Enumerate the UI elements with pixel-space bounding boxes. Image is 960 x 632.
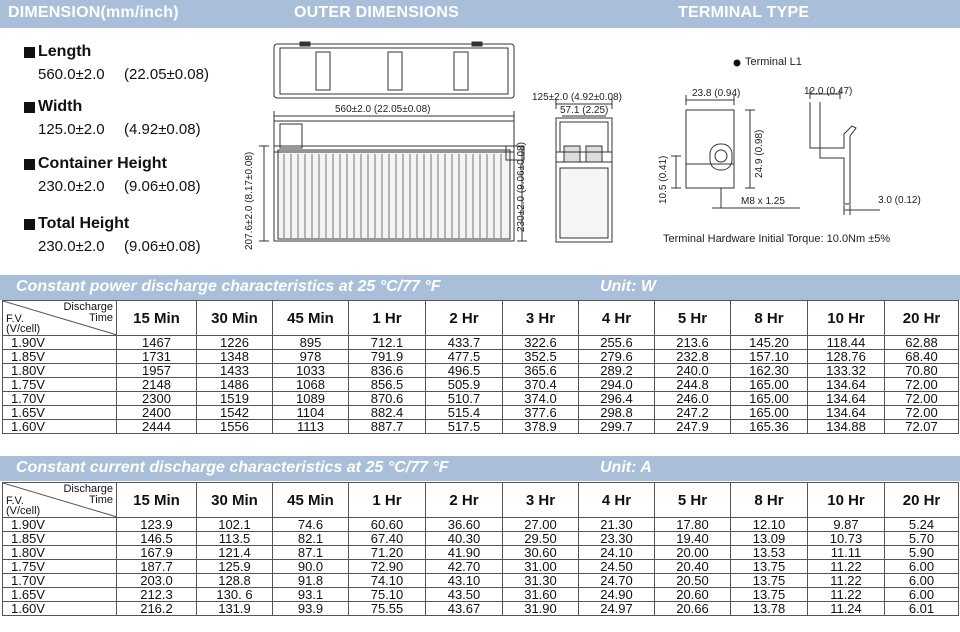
value-cell: 24.97 — [579, 602, 655, 616]
value-cell: 20.60 — [655, 588, 731, 602]
spec-label: Container Height — [38, 155, 167, 172]
value-cell: 157.10 — [731, 350, 808, 364]
value-cell: 43.50 — [426, 588, 503, 602]
value-cell: 1433 — [197, 364, 273, 378]
value-cell: 11.22 — [808, 574, 885, 588]
value-cell: 1033 — [273, 364, 349, 378]
final-voltage-cell: 1.80V — [3, 364, 117, 378]
value-cell: 68.40 — [885, 350, 959, 364]
value-cell: 1113 — [273, 420, 349, 434]
value-cell: 515.4 — [426, 406, 503, 420]
value-cell: 82.1 — [273, 532, 349, 546]
terminal-width-dimension: 23.8 (0.94) — [692, 88, 741, 99]
value-cell: 93.9 — [273, 602, 349, 616]
table-row — [3, 574, 959, 588]
value-cell: 13.75 — [731, 574, 808, 588]
table-row — [3, 364, 959, 378]
table-row — [3, 588, 959, 602]
table-row — [3, 420, 959, 434]
value-cell: 87.1 — [273, 546, 349, 560]
final-voltage-cell: 1.85V — [3, 350, 117, 364]
value-cell: 712.1 — [349, 336, 426, 350]
corner-time-label: Time — [88, 312, 113, 324]
table-row — [3, 602, 959, 616]
value-cell: 496.5 — [426, 364, 503, 378]
value-cell: 20.50 — [655, 574, 731, 588]
value-cell: 113.5 — [197, 532, 273, 546]
value-cell: 41.90 — [426, 546, 503, 560]
column-header: 4 Hr — [579, 301, 655, 336]
value-cell: 378.9 — [503, 420, 579, 434]
value-cell: 377.6 — [503, 406, 579, 420]
terminal-hole-dimension: 10.5 (0.41) — [658, 155, 669, 204]
value-cell: 882.4 — [349, 406, 426, 420]
value-cell: 247.2 — [655, 406, 731, 420]
length-dimension: 560±2.0 (22.05±0.08) — [335, 104, 431, 115]
corner-discharge-label: Discharge — [63, 483, 113, 495]
value-cell: 870.6 — [349, 392, 426, 406]
spec-width — [24, 97, 201, 140]
value-cell: 123.9 — [117, 518, 197, 532]
value-cell: 13.75 — [731, 588, 808, 602]
final-voltage-cell: 1.70V — [3, 392, 117, 406]
value-cell: 43.10 — [426, 574, 503, 588]
terminal-label: Terminal L1 — [745, 56, 802, 68]
spec-metric: 560.0±2.0 — [38, 66, 105, 83]
value-cell: 11.22 — [808, 560, 885, 574]
battery-drawing — [240, 28, 960, 268]
value-cell: 21.30 — [579, 518, 655, 532]
table-header-row — [3, 301, 959, 336]
value-cell: 145.20 — [731, 336, 808, 350]
spec-imperial: (9.06±0.08) — [124, 178, 201, 195]
column-header: 5 Hr — [655, 301, 731, 336]
outer-dimensions-title: OUTER DIMENSIONS — [294, 4, 459, 21]
value-cell: 134.64 — [808, 406, 885, 420]
value-cell: 13.09 — [731, 532, 808, 546]
value-cell: 856.5 — [349, 378, 426, 392]
column-header: 8 Hr — [731, 301, 808, 336]
table-row — [3, 518, 959, 532]
dimension-title: DIMENSION(mm/inch) — [8, 4, 179, 21]
final-voltage-cell: 1.65V — [3, 406, 117, 420]
corner-fv-label: F.V. — [6, 495, 24, 507]
spec-imperial: (4.92±0.08) — [124, 121, 201, 138]
column-header: 3 Hr — [503, 301, 579, 336]
corner-unit-label: (V/cell) — [6, 505, 41, 517]
final-voltage-cell: 1.80V — [3, 546, 117, 560]
value-cell: 146.5 — [117, 532, 197, 546]
value-cell: 13.53 — [731, 546, 808, 560]
value-cell: 91.8 — [273, 574, 349, 588]
value-cell: 322.6 — [503, 336, 579, 350]
terminal-bullet-icon — [734, 60, 741, 67]
bullet-square-icon — [24, 102, 35, 113]
value-cell: 836.6 — [349, 364, 426, 378]
value-cell: 102.1 — [197, 518, 273, 532]
value-cell: 213.6 — [655, 336, 731, 350]
value-cell: 20.40 — [655, 560, 731, 574]
value-cell: 1519 — [197, 392, 273, 406]
table-corner-header — [3, 483, 117, 518]
value-cell: 75.55 — [349, 602, 426, 616]
value-cell: 6.01 — [885, 602, 959, 616]
column-header: 30 Min — [197, 301, 273, 336]
column-header: 30 Min — [197, 483, 273, 518]
value-cell: 162.30 — [731, 364, 808, 378]
value-cell: 1068 — [273, 378, 349, 392]
column-header: 15 Min — [117, 483, 197, 518]
terminal-thickness-dimension: 3.0 (0.12) — [878, 195, 921, 206]
value-cell: 1486 — [197, 378, 273, 392]
table-row — [3, 560, 959, 574]
value-cell: 279.6 — [579, 350, 655, 364]
value-cell: 134.88 — [808, 420, 885, 434]
value-cell: 74.10 — [349, 574, 426, 588]
value-cell: 212.3 — [117, 588, 197, 602]
value-cell: 165.00 — [731, 406, 808, 420]
current-table-title: Constant current discharge characteristics at 25 °C/77 °F — [16, 459, 449, 476]
spec-total-height — [24, 214, 201, 257]
value-cell: 27.00 — [503, 518, 579, 532]
value-cell: 247.9 — [655, 420, 731, 434]
terminal-side-outline — [810, 102, 856, 204]
spec-label: Total Height — [38, 215, 130, 232]
value-cell: 2444 — [117, 420, 197, 434]
value-cell: 90.0 — [273, 560, 349, 574]
terminal-front-outline — [686, 110, 734, 188]
value-cell: 5.90 — [885, 546, 959, 560]
column-header: 4 Hr — [579, 483, 655, 518]
final-voltage-cell: 1.90V — [3, 518, 117, 532]
value-cell: 5.70 — [885, 532, 959, 546]
value-cell: 121.4 — [197, 546, 273, 560]
value-cell: 36.60 — [426, 518, 503, 532]
value-cell: 24.50 — [579, 560, 655, 574]
value-cell: 133.32 — [808, 364, 885, 378]
column-header: 2 Hr — [426, 301, 503, 336]
value-cell: 167.9 — [117, 546, 197, 560]
value-cell: 1556 — [197, 420, 273, 434]
power-table-title: Constant power discharge characteristics at 25 °C/77 °F — [16, 278, 441, 295]
value-cell: 255.6 — [579, 336, 655, 350]
value-cell: 12.10 — [731, 518, 808, 532]
value-cell: 128.8 — [197, 574, 273, 588]
corner-time-label: Time — [88, 494, 113, 506]
final-voltage-cell: 1.90V — [3, 336, 117, 350]
value-cell: 72.00 — [885, 406, 959, 420]
value-cell: 72.90 — [349, 560, 426, 574]
spec-length — [24, 42, 209, 85]
power-table-title-bar — [0, 275, 960, 300]
value-cell: 365.6 — [503, 364, 579, 378]
value-cell: 62.88 — [885, 336, 959, 350]
spec-container-height — [24, 154, 201, 197]
value-cell: 1104 — [273, 406, 349, 420]
value-cell: 11.11 — [808, 546, 885, 560]
value-cell: 67.40 — [349, 532, 426, 546]
table-row — [3, 378, 959, 392]
value-cell: 299.7 — [579, 420, 655, 434]
dimension-specs — [0, 28, 250, 268]
current-discharge-table — [2, 482, 959, 616]
column-header: 5 Hr — [655, 483, 731, 518]
corner-unit-label: (V/cell) — [6, 323, 41, 335]
corner-discharge-label: Discharge — [63, 301, 113, 313]
value-cell: 165.36 — [731, 420, 808, 434]
spec-imperial: (22.05±0.08) — [124, 66, 209, 83]
table-row — [3, 406, 959, 420]
power-table-unit: Unit: W — [600, 278, 656, 295]
value-cell: 240.0 — [655, 364, 731, 378]
value-cell: 72.00 — [885, 392, 959, 406]
value-cell: 128.76 — [808, 350, 885, 364]
value-cell: 517.5 — [426, 420, 503, 434]
value-cell: 1348 — [197, 350, 273, 364]
value-cell: 24.10 — [579, 546, 655, 560]
value-cell: 134.64 — [808, 392, 885, 406]
value-cell: 29.50 — [503, 532, 579, 546]
value-cell: 20.66 — [655, 602, 731, 616]
value-cell: 2300 — [117, 392, 197, 406]
value-cell: 30.60 — [503, 546, 579, 560]
value-cell: 71.20 — [349, 546, 426, 560]
value-cell: 31.00 — [503, 560, 579, 574]
value-cell: 24.70 — [579, 574, 655, 588]
column-header: 10 Hr — [808, 483, 885, 518]
value-cell: 131.9 — [197, 602, 273, 616]
value-cell: 505.9 — [426, 378, 503, 392]
height-dimension-right: 230±2.0 (9.06±0.08) — [516, 142, 527, 232]
table-corner-header — [3, 301, 117, 336]
value-cell: 1542 — [197, 406, 273, 420]
value-cell: 13.75 — [731, 560, 808, 574]
value-cell: 294.0 — [579, 378, 655, 392]
value-cell: 510.7 — [426, 392, 503, 406]
value-cell: 31.60 — [503, 588, 579, 602]
value-cell: 165.00 — [731, 392, 808, 406]
spec-metric: 125.0±2.0 — [38, 121, 105, 138]
value-cell: 370.4 — [503, 378, 579, 392]
current-table-unit: Unit: A — [600, 459, 652, 476]
value-cell: 93.1 — [273, 588, 349, 602]
value-cell: 13.78 — [731, 602, 808, 616]
value-cell: 246.0 — [655, 392, 731, 406]
value-cell: 10.73 — [808, 532, 885, 546]
power-discharge-table — [2, 300, 959, 434]
value-cell: 72.00 — [885, 378, 959, 392]
value-cell: 31.90 — [503, 602, 579, 616]
value-cell: 2400 — [117, 406, 197, 420]
value-cell: 72.07 — [885, 420, 959, 434]
column-header: 45 Min — [273, 301, 349, 336]
final-voltage-cell: 1.60V — [3, 602, 117, 616]
value-cell: 289.2 — [579, 364, 655, 378]
table-row — [3, 350, 959, 364]
final-voltage-cell: 1.75V — [3, 560, 117, 574]
table-header-row — [3, 483, 959, 518]
column-header: 2 Hr — [426, 483, 503, 518]
outer-dimension-drawings — [240, 28, 960, 268]
value-cell: 887.7 — [349, 420, 426, 434]
bullet-square-icon — [24, 219, 35, 230]
value-cell: 374.0 — [503, 392, 579, 406]
value-cell: 216.2 — [117, 602, 197, 616]
inner-width-dimension: 57.1 (2.25) — [560, 105, 609, 116]
column-header: 8 Hr — [731, 483, 808, 518]
final-voltage-cell: 1.75V — [3, 378, 117, 392]
spec-label: Width — [38, 98, 83, 115]
value-cell: 433.7 — [426, 336, 503, 350]
top-view-outline — [274, 42, 514, 98]
final-voltage-cell: 1.85V — [3, 532, 117, 546]
value-cell: 1957 — [117, 364, 197, 378]
value-cell: 6.00 — [885, 560, 959, 574]
value-cell: 40.30 — [426, 532, 503, 546]
value-cell: 791.9 — [349, 350, 426, 364]
value-cell: 6.00 — [885, 588, 959, 602]
value-cell: 23.30 — [579, 532, 655, 546]
column-header: 10 Hr — [808, 301, 885, 336]
value-cell: 11.24 — [808, 602, 885, 616]
column-header: 1 Hr — [349, 483, 426, 518]
column-header: 15 Min — [117, 301, 197, 336]
column-header: 45 Min — [273, 483, 349, 518]
value-cell: 19.40 — [655, 532, 731, 546]
value-cell: 130. 6 — [197, 588, 273, 602]
value-cell: 244.8 — [655, 378, 731, 392]
terminal-torque-note: Terminal Hardware Initial Torque: 10.0Nm ±5% — [663, 233, 891, 245]
column-header: 20 Hr — [885, 483, 959, 518]
header-bar — [0, 0, 960, 28]
spec-metric: 230.0±2.0 — [38, 238, 105, 255]
final-voltage-cell: 1.65V — [3, 588, 117, 602]
value-cell: 187.7 — [117, 560, 197, 574]
value-cell: 352.5 — [503, 350, 579, 364]
terminal-height-dimension: 24.9 (0.98) — [754, 129, 765, 178]
value-cell: 31.30 — [503, 574, 579, 588]
value-cell: 11.22 — [808, 588, 885, 602]
table-row — [3, 532, 959, 546]
value-cell: 125.9 — [197, 560, 273, 574]
table-row — [3, 546, 959, 560]
column-header: 3 Hr — [503, 483, 579, 518]
value-cell: 134.64 — [808, 378, 885, 392]
height-dimension-left: 207.6±2.0 (8.17±0.08) — [244, 151, 255, 250]
value-cell: 232.8 — [655, 350, 731, 364]
value-cell: 60.60 — [349, 518, 426, 532]
value-cell: 75.10 — [349, 588, 426, 602]
value-cell: 6.00 — [885, 574, 959, 588]
column-header: 1 Hr — [349, 301, 426, 336]
value-cell: 978 — [273, 350, 349, 364]
value-cell: 298.8 — [579, 406, 655, 420]
bullet-square-icon — [24, 159, 35, 170]
width-dimension: 125±2.0 (4.92±0.08) — [532, 92, 622, 103]
value-cell: 165.00 — [731, 378, 808, 392]
current-table-title-bar — [0, 456, 960, 481]
value-cell: 24.90 — [579, 588, 655, 602]
value-cell: 118.44 — [808, 336, 885, 350]
table-row — [3, 336, 959, 350]
value-cell: 70.80 — [885, 364, 959, 378]
value-cell: 43.67 — [426, 602, 503, 616]
spec-label: Length — [38, 43, 92, 60]
value-cell: 203.0 — [117, 574, 197, 588]
side-view-outline — [556, 118, 612, 242]
final-voltage-cell: 1.60V — [3, 420, 117, 434]
terminal-side-dimension: 12.0 (0.47) — [804, 86, 853, 97]
value-cell: 17.80 — [655, 518, 731, 532]
value-cell: 895 — [273, 336, 349, 350]
value-cell: 1731 — [117, 350, 197, 364]
bullet-square-icon — [24, 47, 35, 58]
value-cell: 1467 — [117, 336, 197, 350]
front-view-outline — [274, 121, 524, 241]
value-cell: 477.5 — [426, 350, 503, 364]
final-voltage-cell: 1.70V — [3, 574, 117, 588]
terminal-bolt-dimension: M8 x 1.25 — [741, 196, 785, 207]
value-cell: 2148 — [117, 378, 197, 392]
value-cell: 42.70 — [426, 560, 503, 574]
table-row — [3, 392, 959, 406]
value-cell: 20.00 — [655, 546, 731, 560]
value-cell: 1226 — [197, 336, 273, 350]
value-cell: 5.24 — [885, 518, 959, 532]
value-cell: 9.87 — [808, 518, 885, 532]
value-cell: 74.6 — [273, 518, 349, 532]
spec-metric: 230.0±2.0 — [38, 178, 105, 195]
column-header: 20 Hr — [885, 301, 959, 336]
value-cell: 296.4 — [579, 392, 655, 406]
spec-imperial: (9.06±0.08) — [124, 238, 201, 255]
value-cell: 1089 — [273, 392, 349, 406]
corner-fv-label: F.V. — [6, 313, 24, 325]
terminal-type-title: TERMINAL TYPE — [678, 4, 810, 21]
